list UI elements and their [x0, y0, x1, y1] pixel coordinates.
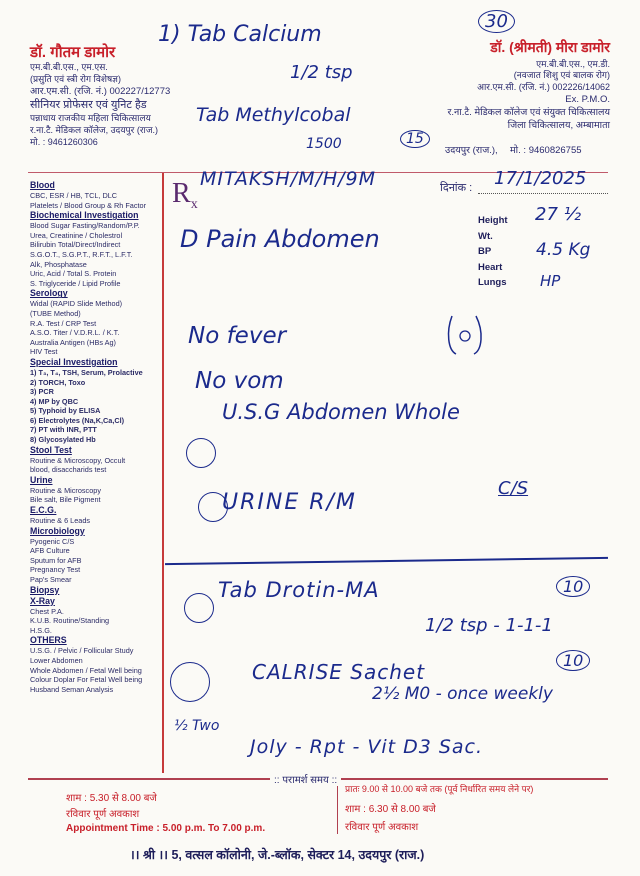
hw-complaint-2: No fever [188, 323, 287, 349]
investigation-item: 4) MP by QBC [30, 396, 79, 406]
vital-height-label: Height [478, 215, 508, 226]
investigation-item: 2) TORCH, Toxo [30, 377, 86, 387]
hw-rx-3: Tab Drotin-MA [218, 578, 380, 602]
vitals-labels [478, 213, 508, 291]
hw-patient: MITAKSH/M/H/9M [200, 168, 377, 190]
investigation-item: 1) T₃, T₄, TSH, Serum, Prolactive [30, 367, 143, 377]
investigation-item: (TUBE Method) [30, 308, 81, 318]
hw-rx-2-num [198, 492, 228, 522]
investigation-section-heading: Stool Test [30, 444, 72, 455]
left-doctor-specialty: (प्रसुति एवं स्त्री रोग विशेषज्ञ) [30, 74, 121, 84]
left-doctor-block [30, 44, 220, 148]
right-doctor-block [410, 38, 610, 132]
left-doctor-degrees: एम.बी.बी.एस., एम.एस. [30, 62, 108, 72]
hw-rx-4-qty: 10 [556, 650, 590, 671]
hw-complaint-3: No vom [195, 368, 284, 394]
hw-rx-4: CALRISE Sachet [252, 660, 426, 684]
scribble-icon [442, 312, 488, 363]
investigation-item: R.A. Test / CRP Test [30, 318, 97, 328]
investigation-section-heading: X-Ray [30, 595, 55, 606]
hw-rx-4-num [170, 662, 210, 702]
investigation-section-heading: Biopsy [30, 584, 60, 595]
hw-rx-2-cs: C/S [498, 478, 529, 499]
investigation-item: Sputum for AFB [30, 555, 82, 565]
investigation-item: 3) PCR [30, 387, 54, 397]
hw-rx-5: Joly - Rpt - Vit D3 Sac. [250, 736, 484, 758]
investigation-item: 8) Glycosylated Hb [30, 435, 96, 445]
hw-rx-3-qty: 10 [556, 576, 590, 597]
vital-lungs-label: Lungs [478, 277, 507, 288]
investigation-section-heading: Serology [30, 288, 68, 299]
date-label: दिनांक : [440, 182, 473, 194]
hw-complaint-1: D Pain Abdomen [180, 225, 380, 253]
consult-title: :: परामर्श समय :: [270, 772, 341, 786]
hw-height: 27 ½ [535, 204, 582, 225]
investigation-item: AFB Culture [30, 546, 70, 556]
hw-rx-2: URINE R/M [222, 490, 357, 515]
footer-right-morning: प्रातः 9.00 से 10.00 बजे तक (पूर्व निर्धारित समय लेने पर) [345, 784, 534, 794]
rx-symbol: $R_x$ [172, 178, 198, 212]
hw-rx-5-prefix: ½ Two [174, 718, 220, 734]
investigation-item: Routine & Microscopy [30, 485, 101, 495]
footer-address: ।। श्री ।। 5, वत्सल कॉलोनी, जे.-ब्लॉक, सेक्टर 14, उदयपुर (राज.) [130, 848, 425, 862]
left-doctor-reg: आर.एम.सी. (रजि. नं.) 002227/12773 [30, 86, 171, 97]
investigation-section-heading: Biochemical Investigation [30, 210, 139, 221]
investigation-section-heading: Blood [30, 180, 55, 190]
investigation-item: K.U.B. Routine/Standing [30, 616, 110, 626]
hw-bp: 4.5 Kg [536, 240, 591, 260]
investigation-item: Whole Abdomen / Fetal Well being [30, 665, 142, 675]
investigation-item: 5) Typhoid by ELISA [30, 406, 101, 416]
investigation-section-heading: OTHERS [30, 635, 67, 646]
left-doctor-city: र.ना.टै. मेडिकल कॉलेज, उदयपुर (राज.) [30, 125, 159, 135]
footer-left-evening: शाम : 5.30 से 8.00 बजे [66, 793, 157, 804]
right-doctor-name: डॉ. (श्रीमती) मीरा डामोर [490, 39, 610, 55]
investigation-item: A.S.O. Titer / V.D.R.L. / K.T. [30, 328, 120, 338]
footer-right-sunday: रविवार पूर्ण अवकाश [345, 822, 419, 833]
hw-rx-3-dose: 1/2 tsp - 1-1-1 [425, 615, 553, 636]
footer-center-divider [337, 779, 338, 834]
investigation-item: Urea, Creatinine / Cholestrol [30, 230, 123, 240]
hw-rx-1-num [186, 438, 216, 468]
footer-right-evening: शाम : 6.30 से 8.00 बजे [345, 804, 436, 815]
investigation-section-heading: Special Investigation [30, 356, 118, 367]
date-line [478, 193, 608, 194]
right-doctor-reg: आर.एम.सी. (रजि. नं.) 002226/14062 [477, 82, 610, 92]
investigation-list [30, 180, 165, 694]
investigation-item: Platelets / Blood Group & Rh Factor [30, 200, 146, 210]
investigation-item: Lower Abdomen [30, 655, 83, 665]
left-doctor-mobile: मो. : 9461260306 [30, 137, 98, 147]
investigation-section-heading: E.C.G. [30, 505, 57, 516]
hw-calcium-dose: 1/2 tsp [290, 62, 353, 83]
investigation-item: S.G.O.T., S.G.P.T., R.F.T., L.F.T. [30, 249, 133, 259]
investigation-item: Pregnancy Test [30, 565, 81, 575]
hw-tab-methyl: Tab Methylcobal [196, 104, 351, 126]
hw-tab-calcium: 1) Tab Calcium [158, 22, 322, 47]
investigation-item: Blood Sugar Fasting/Random/P.P. [30, 221, 140, 231]
left-doctor-college: पन्नाधाय राजकीय महिला चिकित्सालय [30, 113, 151, 123]
right-doctor-city: उदयपुर (राज.), [445, 145, 498, 156]
investigation-item: CBC, ESR / HB, TCL, DLC [30, 191, 118, 200]
right-doctor-degrees: एम.बी.बी.एस., एम.डी. [536, 59, 610, 69]
investigation-item: Routine & 6 Leads [30, 516, 91, 526]
hw-rx-1: U.S.G Abdomen Whole [222, 400, 460, 424]
investigation-item: Bile salt, Bile Pigment [30, 495, 101, 505]
investigation-item: Bilirubin Total/Direct/Indirect [30, 240, 121, 250]
investigation-item: Pyogenic C/S [30, 536, 75, 546]
right-doctor-college2: जिला चिकित्सालय, अम्बामाता [507, 120, 610, 131]
investigation-item: Uric, Acid / Total S. Protein [30, 269, 117, 279]
investigation-item: 6) Electrolytes (Na,K,Ca,Cl) [30, 415, 125, 425]
left-doctor-designation: सीनियर प्रोफेसर एवं युनिट हैड [30, 99, 147, 111]
investigation-item: S. Triglyceride / Lipid Profile [30, 278, 121, 288]
investigation-item: Chest P.A. [30, 606, 64, 616]
hw-separator-line [165, 557, 608, 565]
investigation-item: Australia Antigen (HBs Ag) [30, 337, 116, 347]
hw-calcium-qty: 30 [478, 10, 515, 33]
footer-appointment: Appointment Time : 5.00 p.m. To 7.00 p.m. [66, 823, 266, 834]
right-doctor-ex: Ex. P.M.O. [565, 94, 610, 105]
investigation-section-heading: Urine [30, 474, 53, 485]
investigation-item: Alk, Phosphatase [30, 259, 87, 269]
right-doctor-specialty: (नवजात शिशु एवं बालक रोग) [513, 70, 610, 80]
hw-lungs: HP [540, 272, 561, 290]
left-doctor-name: डॉ. गौतम डामोर [30, 44, 116, 61]
right-doctor-mobile: मो. : 9460826755 [510, 145, 582, 156]
hw-methyl-qty: 15 [400, 130, 430, 148]
investigation-item: Husband Seman Analysis [30, 684, 114, 694]
hw-rx-3-num [184, 593, 214, 623]
investigation-section-heading: Microbiology [30, 525, 85, 536]
investigation-item: HIV Test [30, 347, 58, 357]
hw-date: 17/1/2025 [494, 168, 587, 189]
investigation-item: H.S.G. [30, 625, 52, 635]
investigation-item: Pap's Smear [30, 575, 72, 584]
footer-left-sunday: रविवार पूर्ण अवकाश [66, 809, 140, 820]
investigation-item: 7) PT with INR, PTT [30, 425, 97, 435]
vital-wt-label: Wt. [478, 230, 493, 242]
hw-methyl-strength: 1500 [306, 136, 342, 152]
hw-rx-4-dose: 2½ M0 - once weekly [372, 684, 553, 704]
right-doctor-college1: र.ना.टै. मेडिकल कॉलेज एवं संयुक्त चिकित्सालय [447, 107, 610, 118]
vital-bp-label: BP [478, 246, 492, 257]
investigation-item: Widal (RAPID Slide Method) [30, 299, 123, 309]
investigation-item: Colour Doplar For Fetal Well being [30, 675, 143, 685]
investigation-item: U.S.G. / Pelvic / Follicular Study [30, 646, 134, 656]
investigation-item: blood, disaccharids test [30, 465, 107, 475]
investigation-item: Routine & Microscopy, Occult [30, 455, 126, 465]
vital-heart-label: Heart [478, 261, 503, 273]
